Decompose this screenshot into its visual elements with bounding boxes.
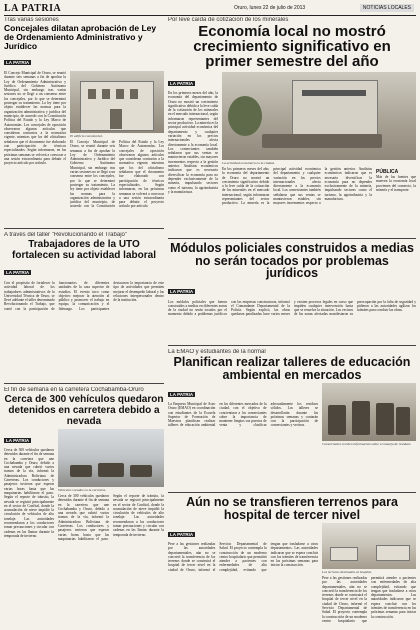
section-tag: NOTICIAS LOCALES xyxy=(360,4,414,12)
article-headline: Trabajadores de la UTO fortalecen su actividad laboral xyxy=(12,239,156,261)
photo-caption: Los terrenos destinados al hospital. xyxy=(322,570,372,574)
photo-caption: El edificio consistorial. xyxy=(70,134,103,138)
divider xyxy=(4,383,164,384)
article-body: Pese a las gestiones realizadas por las autoridades departamentales, aún no se concretó la transferencia de los terrenos donde se construirá el hospital de tercer nivel en la ciudad de Oruro, informó el Servicio Departamental de Salud. El proyecto contempla la construcción de un moderno centro hospitalario que permitirá atender a pacientes con enfermedades de alta complejidad, evitando que tengan que trasladarse a otros departamentos. Las autoridades indicaron que se espera concluir con los trámites de transferencia en las próximas semanas para iniciar la construcción. xyxy=(168,542,318,572)
divider xyxy=(4,228,164,229)
divider xyxy=(168,238,416,239)
byline: LA PATRIA xyxy=(6,60,30,65)
city-street-photo xyxy=(222,72,416,160)
city-hall-photo xyxy=(70,71,164,133)
article-body-cont: El Concejo Municipal de Oruro, se reunió durante seis semanas a fin de aprobar la Ley de Ordenamiento Administrativo y Jurídico del Gobierno Autónomo Municipal, sin embargo tras varias sesiones no se llegó a un consenso entre los concejales, por lo que se determinó postergar su tratamiento. La ley tiene por objeto establecer las normas para la organización administrativa y jurídica del municipio, de acuerdo con la Constitución Política del Estado y la Ley Marco de Autonomías. Los concejales de oposición observaron algunos artículos que consideran contrarios a la normativa vigente, mientras que los del oficialismo señalaron que el documento fue elaborado con participación de técnicos especializados. Según informaron, en las próximas semanas se volverá a convocar a una sesión extraordinaria para debatir el proyecto artículo por artículo. xyxy=(70,140,164,209)
masthead xyxy=(4,3,416,16)
article-hospital xyxy=(168,496,416,626)
article-nevada xyxy=(4,387,164,627)
article-economia xyxy=(168,17,416,235)
divider xyxy=(168,492,416,493)
article-headline: Cerca de 300 vehículos quedaron detenidos en carretera debido a nevada xyxy=(4,394,164,427)
article-body-cont: Pese a las gestiones realizadas por las autoridades departamentales, aún no se concretó la transferencia de los terrenos donde se construirá el hospital de tercer nivel en la ciudad de Oruro, informó el Servicio Departamental de Salud. El proyecto contempla la construcción de un moderno centro hospitalario que permitirá atender a pacientes con enfermedades de alta complejidad, evitando que tengan que trasladarse a otros departamentos. Las autoridades indicaron que se espera concluir con los trámites de transferencia en las próximas semanas para iniciar la construcción. xyxy=(322,576,416,623)
byline: LA PATRIA xyxy=(170,532,194,537)
byline: LA PATRIA xyxy=(6,270,30,275)
article-headline: Concejales dilatan aprobación de Ley de Ordenamiento Administrativo y Jurídico xyxy=(4,23,157,51)
article-kicker: El fin de semana en la carretera Cochabamba-Oruro xyxy=(4,387,144,393)
article-body-cont: Cerca de 300 vehículos quedaron detenidos durante el fin de semana en la carretera que une Cochabamba y Oruro, debido a una nevada que cubrió varios tramos de la vía, informó la Administradora Boliviana de Carreteras. Los conductores y pasajeros tuvieron que esperar varias horas hasta que las maquinarias habilitaron el paso. Según el reporte de tránsito, la nevada se registró principalmente en el sector de Confital, donde la acumulación de nieve impidió la circulación de vehículos de alto tonelaje. Las autoridades recomendaron a los conductores tomar precauciones y circular con cadenas en las llantas durante la temporada de invierno. xyxy=(58,494,164,541)
dateline: Oruro, lunes 22 de julio de 2013 xyxy=(234,5,306,11)
article-uto xyxy=(4,232,164,380)
article-body: En los primeros meses del año, la economía del departamento de Oruro no mostró un crecimiento significativo debido a la leve caída de la cotización de los minerales en el mercado internacional, según informaron representantes del sector productivo. La minería es la principal actividad económica del departamento y cualquier variación en los precios internacionales afecta directamente a la economía local. Los comerciantes también señalaron que sus ventas se mantuvieron estables, sin mayores incrementos respecto a la gestión anterior. Analistas económicos indicaron que es necesario diversificar la economía para no depender exclusivamente de la minería, impulsando sectores como el turismo, la agroindustria y la manufactura. xyxy=(168,91,218,194)
byline: LA PATRIA xyxy=(170,81,194,86)
photo-caption: La actividad económica en la ciudad. xyxy=(222,161,275,165)
article-concejales xyxy=(4,17,164,225)
snowy-road-photo xyxy=(58,429,164,487)
sidebar-title: PÚBLICA xyxy=(376,169,399,175)
article-body: Cerca de 300 vehículos quedaron detenidos durante el fin de semana en la carretera que une Cochabamba y Oruro, debido a una nevada que cubrió varios tramos de la vía, informó la Administradora Boliviana de Carreteras. Los conductores y pasajeros tuvieron que esperar varias horas hasta que las maquinarias habilitaron el paso. Según el reporte de tránsito, la nevada se registró principalmente en el sector de Confital, donde la acumulación de nieve impidió la circulación de vehículos de alto tonelaje. Las autoridades recomendaron a los conductores tomar precauciones y circular con cadenas en las llantas durante la temporada de invierno. xyxy=(4,448,54,538)
article-headline: Economía local no mostró crecimiento significativo en primer semestre del año xyxy=(193,23,391,70)
photo-caption: Comerciantes reciben información sobre el manejo de residuos. xyxy=(322,442,412,446)
article-headline: Módulos policiales construidos a medias no serán tocados por problemas jurídicos xyxy=(170,242,414,280)
left-column xyxy=(4,17,164,627)
byline: LA PATRIA xyxy=(170,392,194,397)
article-body: Con el propósito de fortalecer la actividad laboral de los trabajadores administrativos de la Universidad Técnica de Oruro, se llevó adelante el taller denominado Revolucionando el Trabajo, que contó con la participación de funcionarios de diferentes unidades de la casa superior de estudios. El evento tuvo como objetivo mejorar la atención al público y promover el trabajo en equipo, la comunicación y el liderazgo. Los participantes destacaron la importancia de este tipo de actividades que permiten mejorar el desempeño laboral y las relaciones interpersonales dentro de la institución. xyxy=(4,281,164,311)
article-kicker: Por leve caída de cotización de los minerales xyxy=(168,17,289,23)
article-headline: Planifican realizar talleres de educación ambiental en mercados xyxy=(173,355,411,382)
article-headline: Aún no se transfieren terrenos para hospital de tercer nivel xyxy=(186,496,398,522)
byline: LA PATRIA xyxy=(6,438,30,443)
byline: LA PATRIA xyxy=(170,288,194,294)
photo-caption: Vehículos varados en la carretera. xyxy=(58,488,107,492)
article-kicker: Tras varias sesiones xyxy=(4,17,59,23)
article-body-cont: En los primeros meses del año, la economía del departamento de Oruro no mostró un crecimiento significativo debido a la leve caída de la cotización de los minerales en el mercado internacional, según informaron representantes del sector productivo. La minería es la principal actividad económica del departamento y cualquier variación en los precios internacionales afecta directamente a la economía local. Los comerciantes también señalaron que sus ventas se mantuvieron estables, sin mayores incrementos respecto a la gestión anterior. Analistas económicos indicaron que es necesario diversificar la economía para no depender exclusivamente de la minería, impulsando sectores como el turismo, la agroindustria y la manufactura. xyxy=(222,167,372,206)
article-body: Los módulos policiales que fueron construidos a medias en diferentes zonas de la ciudad no serán tocados por el momento debido a problemas jurídicos con las empresas constructoras, informó el Comandante Departamental de la Policía. Según explicó, las obras quedaron paralizadas hace varios meses y existen procesos legales en curso que impiden cualquier intervención hasta que se resuelva la situación. Los vecinos de las zonas afectadas manifestaron su preocupación por la falta de seguridad y pidieron a las autoridades agilizar los trámites para concluir las obras. xyxy=(168,299,416,317)
article-body: El Concejo Municipal de Oruro, se reunió durante seis semanas a fin de aprobar la Ley de Ordenamiento Administrativo y Jurídico del Gobierno Autónomo Municipal, sin embargo tras varias sesiones no se llegó a un consenso entre los concejales, por lo que se determinó postergar su tratamiento. La ley tiene por objeto establecer las normas para la organización administrativa y jurídica del municipio, de acuerdo con la Constitución Política del Estado y la Ley Marco de Autonomías. Los concejales de oposición observaron algunos artículos que consideran contrarios a la normativa vigente, mientras que los del oficialismo señalaron que el documento fue elaborado con participación de técnicos especializados. Según informaron, en las próximas semanas se volverá a convocar a una sesión extraordinaria para debatir el proyecto artículo por artículo. xyxy=(4,71,66,166)
market-photo xyxy=(322,383,416,441)
land-photo xyxy=(322,523,416,569)
article-emao xyxy=(168,349,416,489)
right-column xyxy=(168,17,416,627)
newspaper-logo: LA PATRIA xyxy=(4,3,62,14)
article-kicker: La EMAO y estudiantes de la normal xyxy=(168,349,266,355)
sidebar-body: Más de las fuentes que mueven la economía local provienen del comercio, la minería y el transporte. xyxy=(376,175,416,192)
article-kicker: A través del taller "Revolucionando el Trabajo" xyxy=(4,232,127,238)
divider xyxy=(168,345,416,346)
article-modulos xyxy=(168,242,416,342)
article-body: La Empresa Municipal de Aseo Oruro (EMAO) en coordinación con estudiantes de la Escuela Superior de Formación de Maestros planifican realizar talleres de educación ambiental en los diferentes mercados de la ciudad, con el objetivo de concientizar a los comerciantes sobre la importancia de mantener limpios sus puestos de venta y clasificar adecuadamente los residuos sólidos. Los talleres se desarrollarán durante las próximas semanas y contarán con la participación de comerciantes y vecinos. xyxy=(168,402,318,428)
